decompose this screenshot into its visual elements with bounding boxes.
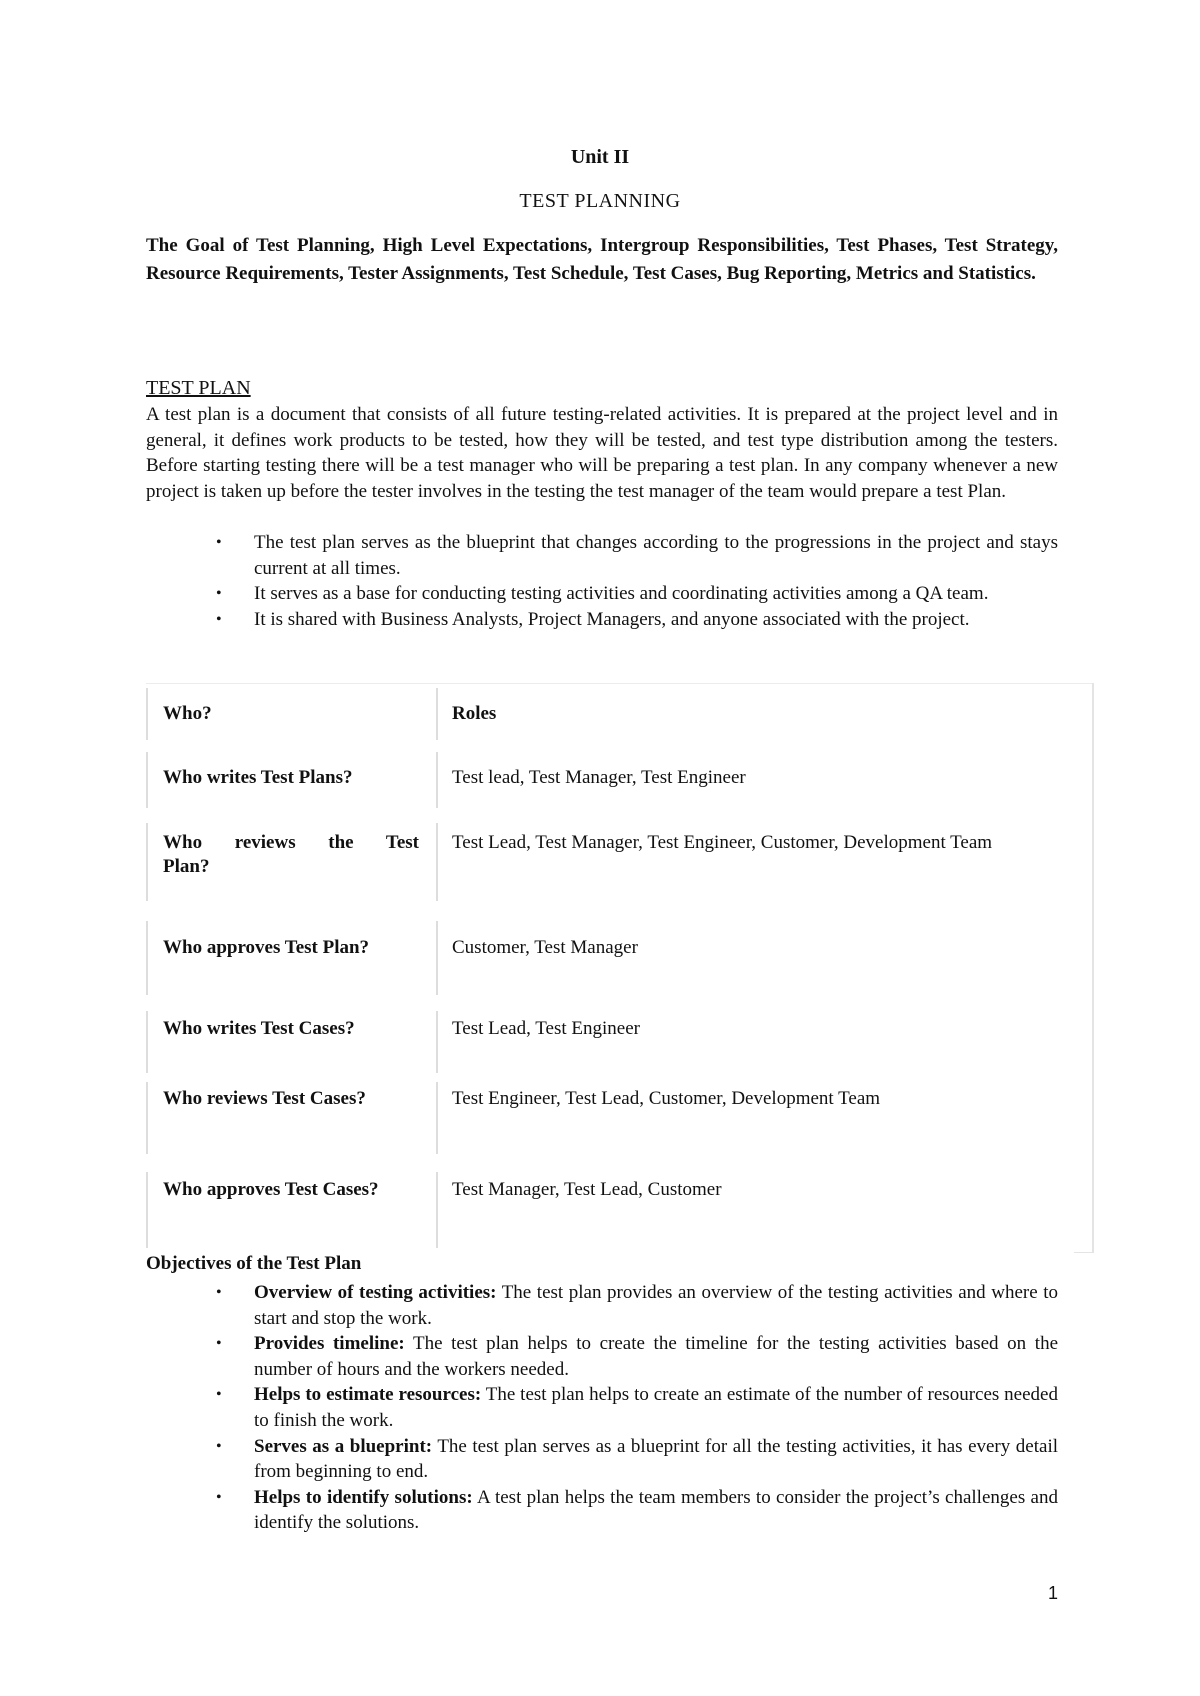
- roles-cell: Test Lead, Test Manager, Test Engineer, Customer, Development Team: [452, 832, 993, 853]
- chapter-title: TEST PLANNING: [519, 190, 681, 212]
- list-item: • It is shared with Business Analysts, Project Managers, and anyone associated with the project.: [146, 607, 1058, 633]
- table-row: [146, 823, 1094, 901]
- test-plan-heading: TEST PLAN: [146, 377, 251, 399]
- bullet-icon: •: [216, 585, 222, 603]
- test-plan-intro: A test plan is a document that consists of all future testing-related activities. It is prepared at the project level and in general, it defines work products to be tested, how they will be tested, and test type distribution among the testers. Before starting testing there will be a test manager who will be preparing a test plan. In any company whenever a new project is taken up before the tester involves in the testing the test manager of the team would prepare a test Plan.: [146, 404, 1058, 502]
- who-cell: Who reviews Test Cases?: [163, 1088, 366, 1109]
- list-item: • Helps to estimate resources: The test plan helps to create an estimate of the number of resources needed to finish the work.: [216, 1384, 1058, 1431]
- who-cell: Who reviews the Test Plan?: [163, 832, 419, 877]
- table-row: [146, 1082, 1094, 1154]
- who-cell: Who writes Test Plans?: [163, 767, 353, 788]
- objectives-list: [146, 1280, 1058, 1536]
- list-item: • The test plan serves as the blueprint that changes according to the progressions in the project and stays current at all times.: [216, 532, 1058, 579]
- who-cell: Who approves Test Cases?: [163, 1179, 379, 1200]
- objectives-heading: Objectives of the Test Plan: [146, 1253, 362, 1274]
- column-header-who: Who?: [163, 703, 212, 724]
- table-row: [146, 1011, 1094, 1073]
- table-row: [146, 1172, 1094, 1248]
- bullet-icon: •: [216, 1488, 222, 1506]
- who-cell: Who writes Test Cases?: [163, 1018, 355, 1039]
- column-header-roles: Roles: [452, 703, 497, 724]
- bullet-icon: •: [216, 610, 222, 628]
- roles-cell: Test Lead, Test Engineer: [452, 1018, 640, 1039]
- table-header-row: [146, 686, 1094, 742]
- table-top-border: [146, 683, 1094, 684]
- roles-cell: Test lead, Test Manager, Test Engineer: [452, 767, 746, 788]
- list-item: • Serves as a blueprint: The test plan serves as a blueprint for all the testing activities, it has every detail from beginning to end.: [216, 1435, 1058, 1483]
- bullet-icon: •: [216, 1437, 222, 1455]
- list-item: • It serves as a base for conducting testing activities and coordinating activities among a QA team.: [146, 581, 1058, 607]
- list-item: • Helps to identify solutions: A test plan helps the team members to consider the project’s challenges and identify the solutions.: [216, 1486, 1058, 1534]
- who-cell: Who approves Test Plan?: [163, 937, 370, 958]
- topics-summary: The Goal of Test Planning, High Level Expectations, Intergroup Responsibilities, Test Phases, Test Strategy, Resource Requirements, Tester Assignments, Test Schedule, Test Cases, Bug Reporting, Metrics and Statistics.: [146, 235, 1058, 284]
- roles-cell: Test Manager, Test Lead, Customer: [452, 1179, 722, 1200]
- list-item: • Provides timeline: The test plan helps to create the timeline for the testing activities based on the number of hours and the workers needed.: [216, 1333, 1058, 1380]
- roles-cell: Customer, Test Manager: [452, 937, 638, 958]
- bullet-icon: •: [216, 1335, 222, 1353]
- table-row: [146, 921, 1094, 995]
- unit-label: Unit II: [570, 146, 630, 168]
- table-row: [146, 752, 1094, 808]
- table-bottom-border: [1074, 1252, 1094, 1253]
- roles-cell: Test Engineer, Test Lead, Customer, Development Team: [452, 1088, 881, 1109]
- bullet-icon: •: [216, 1284, 222, 1301]
- page-number: 1: [1048, 1583, 1059, 1603]
- bullet-icon: •: [216, 534, 222, 551]
- list-item: • Overview of testing activities: The test plan provides an overview of the testing activities and where to start and stop the work.: [216, 1282, 1058, 1329]
- bullet-icon: •: [216, 1386, 222, 1404]
- test-plan-bullet-list: [146, 530, 1058, 632]
